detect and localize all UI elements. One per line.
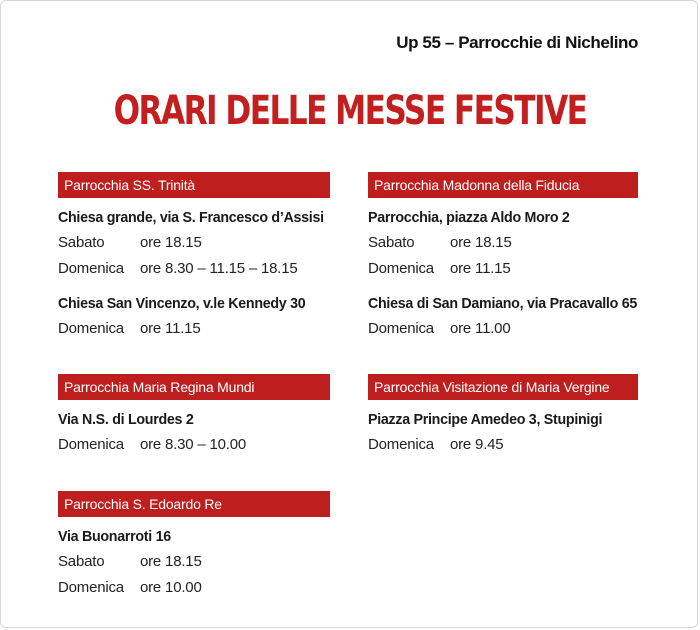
parish-banner: Parrocchia SS. Trinità — [58, 172, 330, 198]
schedule-day: Sabato — [58, 553, 105, 570]
schedule-day: Domenica — [368, 260, 434, 277]
page-title: ORARI DELLE MESSE FESTIVE — [113, 88, 587, 134]
parish-banner: Parrocchia Visitazione di Maria Vergine — [368, 374, 638, 400]
location-name: Piazza Principe Amedeo 3, Stupinigi — [368, 411, 603, 428]
schedule-day: Domenica — [58, 579, 124, 596]
schedule-time: ore 11.00 — [450, 320, 511, 337]
parish-section-s-edoardo-re — [58, 491, 330, 601]
schedule-row — [58, 575, 330, 601]
schedule-time: ore 8.30 – 11.15 – 18.15 — [140, 260, 298, 277]
schedule-time: ore 11.15 — [450, 260, 511, 277]
schedule-row — [58, 230, 330, 256]
parish-section-maria-regina-mundi — [58, 374, 330, 458]
location-name: Chiesa San Vincenzo, v.le Kennedy 30 — [58, 295, 306, 312]
schedule-day: Sabato — [58, 234, 105, 251]
schedule-day: Domenica — [58, 320, 124, 337]
schedule-time: ore 8.30 – 10.00 — [140, 436, 247, 453]
parish-section-visitazione — [368, 374, 638, 458]
schedule-time: ore 9.45 — [450, 436, 504, 453]
parish-section-ss-trinita — [58, 172, 330, 342]
schedule-day: Domenica — [58, 260, 124, 277]
header-title: Up 55 – Parrocchie di Nichelino — [396, 33, 638, 52]
schedule-time: ore 18.15 — [450, 234, 512, 251]
parish-banner: Parrocchia Maria Regina Mundi — [58, 374, 330, 400]
schedule-row — [368, 256, 638, 282]
location-name: Chiesa di San Damiano, via Pracavallo 65 — [368, 295, 637, 312]
location-name: Via N.S. di Lourdes 2 — [58, 411, 194, 428]
schedule-day: Domenica — [368, 320, 434, 337]
schedule-row — [58, 256, 330, 282]
schedule-row — [58, 316, 330, 342]
schedule-row — [58, 432, 330, 458]
schedule-day: Domenica — [368, 436, 434, 453]
location-name: Via Buonarroti 16 — [58, 528, 171, 545]
parish-section-madonna-della-fiducia — [368, 172, 638, 342]
schedule-time: ore 18.15 — [140, 553, 202, 570]
parish-banner: Parrocchia Madonna della Fiducia — [368, 172, 638, 198]
parish-banner: Parrocchia S. Edoardo Re — [58, 491, 330, 517]
schedule-row — [368, 230, 638, 256]
schedule-row — [58, 549, 330, 575]
schedule-row — [368, 316, 638, 342]
schedule-row — [368, 432, 638, 458]
schedule-time: ore 18.15 — [140, 234, 202, 251]
schedule-time: ore 10.00 — [140, 579, 202, 596]
schedule-time: ore 11.15 — [140, 320, 201, 337]
location-name: Parrocchia, piazza Aldo Moro 2 — [368, 209, 570, 226]
schedule-day: Sabato — [368, 234, 415, 251]
location-name: Chiesa grande, via S. Francesco d’Assisi — [58, 209, 324, 226]
schedule-day: Domenica — [58, 436, 124, 453]
